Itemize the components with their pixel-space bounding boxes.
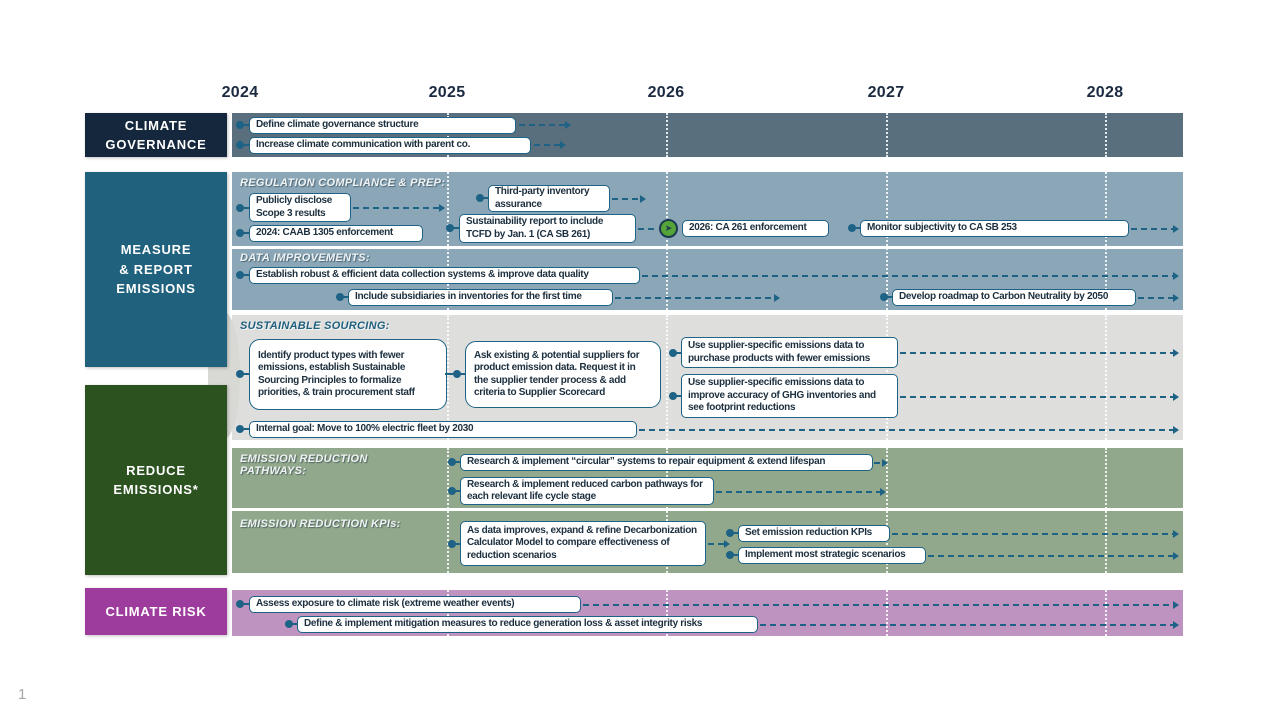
task-third-party-assurance: Third-party inventory assurance xyxy=(488,185,610,212)
task-ghg-accuracy: Use supplier-specific emissions data to improve accuracy of GHG inventories and see footprint reductions xyxy=(681,374,898,418)
task-implement-scenarios: Implement most strategic scenarios xyxy=(738,547,926,564)
task-circular-systems: Research & implement “circular” systems to repair equipment & extend lifespan xyxy=(460,454,873,471)
label-line: CLIMATE xyxy=(124,117,188,133)
connector-dot-icon xyxy=(880,293,888,301)
task-electric-fleet-goal: Internal goal: Move to 100% electric fleet by 2030 xyxy=(249,421,637,438)
year-gridline xyxy=(666,113,668,157)
year-label-2027: 2027 xyxy=(867,84,905,101)
timeline-arrow xyxy=(612,198,644,200)
subrow-separator xyxy=(232,508,1183,511)
timeline-arrow xyxy=(900,352,1177,354)
connector-dot-icon xyxy=(448,487,456,495)
task-scope3-disclosure: Publicly disclose Scope 3 results xyxy=(249,193,351,222)
year-label-2026: 2026 xyxy=(647,84,685,101)
task-set-kpis: Set emission reduction KPIs xyxy=(738,525,890,542)
connector-dot-icon xyxy=(669,392,677,400)
timeline-arrow xyxy=(353,207,443,209)
connector-dot-icon xyxy=(336,293,344,301)
timeline-arrow xyxy=(760,624,1177,626)
connector-dot-icon xyxy=(236,425,244,433)
label-line: MEASURE xyxy=(120,242,192,258)
year-gridline xyxy=(1105,590,1107,636)
timeline-arrow xyxy=(642,275,1177,277)
timeline-arrow xyxy=(892,533,1177,535)
task-mitigation-measures: Define & implement mitigation measures to reduce generation loss & asset integrity risks xyxy=(297,616,758,633)
section-label-climate-risk xyxy=(85,588,227,635)
task-increase-communication: Increase climate communication with parent co. xyxy=(249,137,531,154)
timeline-arrow xyxy=(583,604,1177,606)
subrow-heading-data-improvements: DATA IMPROVEMENTS: xyxy=(240,252,370,264)
connector-dot-icon xyxy=(236,271,244,279)
page-number: 1 xyxy=(18,686,27,703)
subrow-heading-kpis: EMISSION REDUCTION KPIs: xyxy=(240,518,401,530)
task-reduced-carbon-pathways: Research & implement reduced carbon pathways for each relevant life cycle stage xyxy=(460,477,714,505)
section-label-reduce-emissions xyxy=(85,385,227,575)
subrow-heading-regulation: REGULATION COMPLIANCE & PREP: xyxy=(240,177,446,189)
year-gridline xyxy=(886,113,888,157)
task-ask-suppliers: Ask existing & potential suppliers for product emission data. Request it in the supplier tender process & add criteria to Supplier Scorecard xyxy=(465,341,661,408)
subrow-heading-pathways: EMISSION REDUCTION PATHWAYS: xyxy=(240,453,368,477)
connector-dot-icon xyxy=(476,194,484,202)
label-line: GOVERNANCE xyxy=(105,137,207,152)
connector-dot-icon xyxy=(448,458,456,466)
timeline-arrow xyxy=(1138,297,1177,299)
label-line: REDUCE xyxy=(126,462,186,478)
year-label-2025: 2025 xyxy=(428,84,466,101)
connector-dot-icon xyxy=(285,620,293,628)
connector-dot-icon xyxy=(236,121,244,129)
connector-dot-icon xyxy=(448,540,456,548)
year-gridline xyxy=(886,172,888,310)
label-line: CLIMATE RISK xyxy=(105,603,207,619)
connector-dot-icon xyxy=(236,370,244,378)
task-tcfd-report: Sustainability report to include TCFD by Jan. 1 (CA SB 261) xyxy=(459,214,636,243)
subrow-separator xyxy=(232,246,1183,249)
task-include-subsidiaries: Include subsidiaries in inventories for the first time xyxy=(348,289,613,306)
timeline-arrow xyxy=(874,462,886,464)
timeline-arrow xyxy=(900,396,1177,398)
section-label-measure-report-emissions xyxy=(85,172,227,367)
connector-dot-icon xyxy=(726,529,734,537)
connector-dot-icon xyxy=(236,600,244,608)
label-line: & REPORT xyxy=(119,261,193,277)
task-define-governance: Define climate governance structure xyxy=(249,117,516,134)
milestone-arrow-icon: ➤ xyxy=(664,223,673,233)
connector-dot-icon xyxy=(446,224,454,232)
connector-dot-icon xyxy=(453,370,461,378)
timeline-arrow xyxy=(1131,228,1177,230)
connector-dot-icon xyxy=(726,551,734,559)
connector-dot-icon xyxy=(236,204,244,212)
connector-dot-icon xyxy=(669,349,677,357)
timeline-arrow xyxy=(716,491,884,493)
timeline-connector xyxy=(638,228,658,230)
label-line: EMISSIONS* xyxy=(113,482,199,497)
section-label-climate-governance xyxy=(85,113,227,157)
timeline-arrow xyxy=(534,144,564,146)
task-caab-enforcement: 2024: CAAB 1305 enforcement xyxy=(249,225,423,242)
timeline-arrow xyxy=(519,124,569,126)
year-gridline xyxy=(666,172,668,310)
task-carbon-neutrality-roadmap: Develop roadmap to Carbon Neutrality by 2050 xyxy=(892,289,1136,306)
task-decarbonization-calculator: As data improves, expand & refine Decarbonization Calculator Model to compare effectiveness of reduction scenarios xyxy=(460,521,706,566)
year-label-2024: 2024 xyxy=(221,84,259,101)
connector-dot-icon xyxy=(848,224,856,232)
connector-dot-icon xyxy=(236,229,244,237)
year-gridline xyxy=(886,590,888,636)
task-monitor-sb253: Monitor subjectivity to CA SB 253 xyxy=(860,220,1129,237)
year-gridline xyxy=(1105,315,1107,440)
label-line: EMISSIONS xyxy=(116,281,196,297)
year-gridline xyxy=(666,315,668,440)
task-ca261-enforcement: 2026: CA 261 enforcement xyxy=(682,220,829,237)
milestone-go-icon xyxy=(659,219,678,238)
timeline-arrow xyxy=(708,543,728,545)
connector-dot-icon xyxy=(236,141,244,149)
timeline-arrow xyxy=(639,429,1177,431)
task-assess-climate-risk: Assess exposure to climate risk (extreme weather events) xyxy=(249,596,581,613)
year-gridline xyxy=(1105,113,1107,157)
timeline-arrow xyxy=(615,297,778,299)
year-label-2028: 2028 xyxy=(1086,84,1124,101)
subrow-heading-sustainable-sourcing: SUSTAINABLE SOURCING: xyxy=(240,320,390,332)
task-purchase-fewer-emissions: Use supplier-specific emissions data to purchase products with fewer emissions xyxy=(681,337,898,368)
task-identify-product-types: Identify product types with fewer emissions, establish Sustainable Sourcing Principles to formalize priorities, & train procurement staff xyxy=(249,339,447,410)
timeline-arrow xyxy=(928,555,1177,557)
task-data-collection-systems: Establish robust & efficient data collection systems & improve data quality xyxy=(249,267,640,284)
